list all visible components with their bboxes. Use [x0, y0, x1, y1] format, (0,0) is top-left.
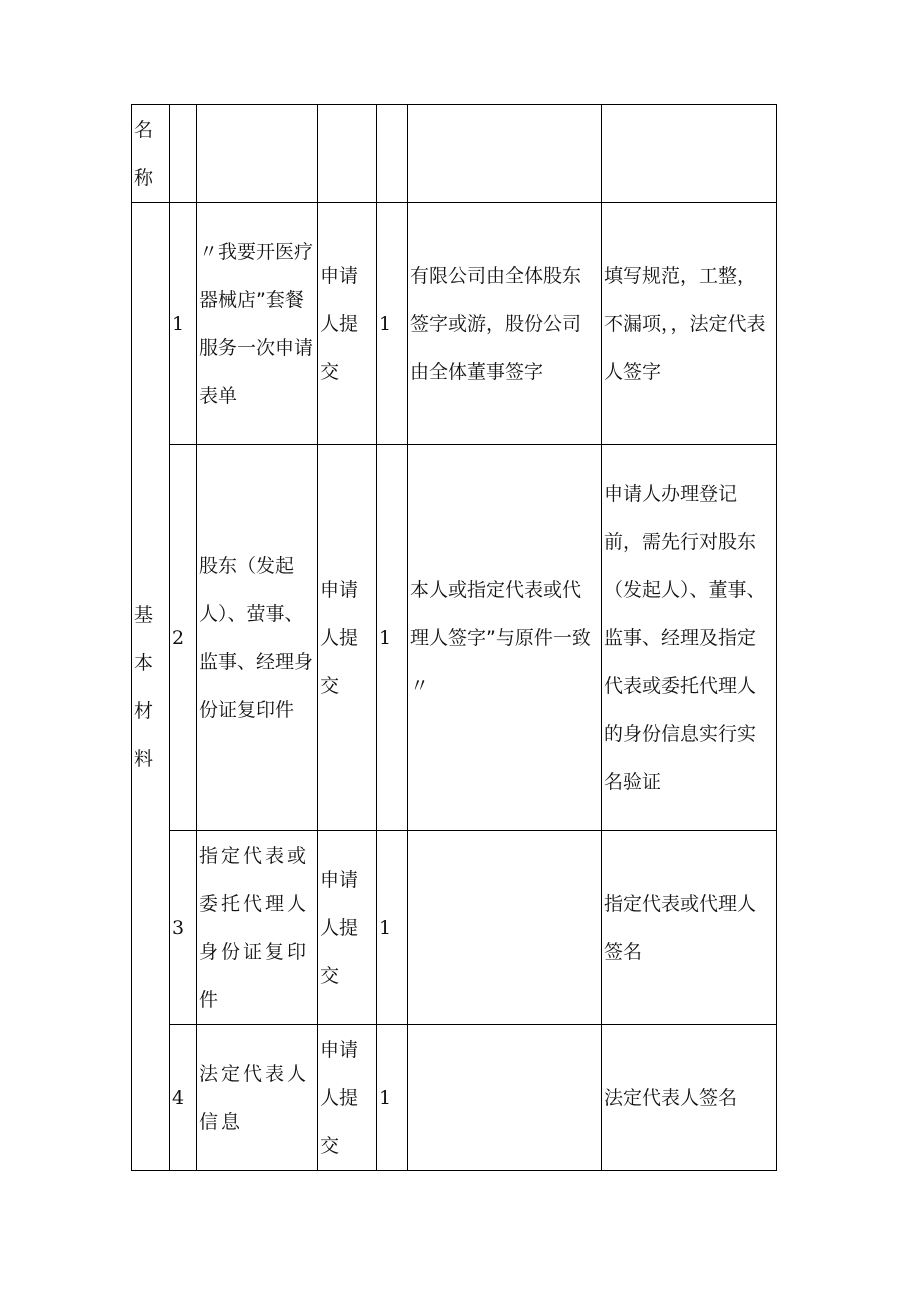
table-row: [132, 831, 777, 1025]
material-notes: 申请人办理登记前，需先行对股东（发起人）、董事、监事、经理及指定代表或委托代理人的身份信息实行实名验证: [602, 445, 777, 831]
material-requirement: 本人或指定代表或代理人签字”与原件一致〃: [408, 445, 602, 831]
material-name: 股东（发起人）、萤事、监事、经理身份证复印件: [197, 445, 318, 831]
header-no-cell: [170, 105, 197, 203]
material-count: 1: [377, 445, 408, 831]
row-number: 1: [170, 203, 197, 445]
header-name-cell: [197, 105, 318, 203]
header-notes-cell: [602, 105, 777, 203]
material-count: 1: [377, 1025, 408, 1171]
table-row: [132, 445, 777, 831]
material-source: 申请人提交: [318, 1025, 377, 1171]
row-number: 3: [170, 831, 197, 1025]
material-name: 〃我要开医疗器械店”套餐服务一次申请表单: [197, 203, 318, 445]
material-name: 法定代表人信息: [197, 1025, 318, 1171]
category-cell: 基本材料: [132, 203, 170, 1171]
header-row: [132, 105, 777, 203]
row-number: 4: [170, 1025, 197, 1171]
material-requirement: [408, 831, 602, 1025]
material-notes: 填写规范，工整，不漏项，，法定代表人签字: [602, 203, 777, 445]
material-count: 1: [377, 203, 408, 445]
table-row: [132, 1025, 777, 1171]
material-notes: 法定代表人签名: [602, 1025, 777, 1171]
material-count: 1: [377, 831, 408, 1025]
material-requirement: 有限公司由全体股东签字或游，股份公司由全体董事签字: [408, 203, 602, 445]
header-count-cell: [377, 105, 408, 203]
material-notes: 指定代表或代理人签名: [602, 831, 777, 1025]
material-source: 申请人提交: [318, 445, 377, 831]
material-requirement: [408, 1025, 602, 1171]
material-source: 申请人提交: [318, 203, 377, 445]
materials-table: [131, 104, 777, 1171]
row-number: 2: [170, 445, 197, 831]
material-name: 指定代表或委托代理人身份证复印件: [197, 831, 318, 1025]
header-requirement-cell: [408, 105, 602, 203]
table-row: [132, 203, 777, 445]
header-category-cell: 名称: [132, 105, 170, 203]
material-source: 申请人提交: [318, 831, 377, 1025]
header-source-cell: [318, 105, 377, 203]
